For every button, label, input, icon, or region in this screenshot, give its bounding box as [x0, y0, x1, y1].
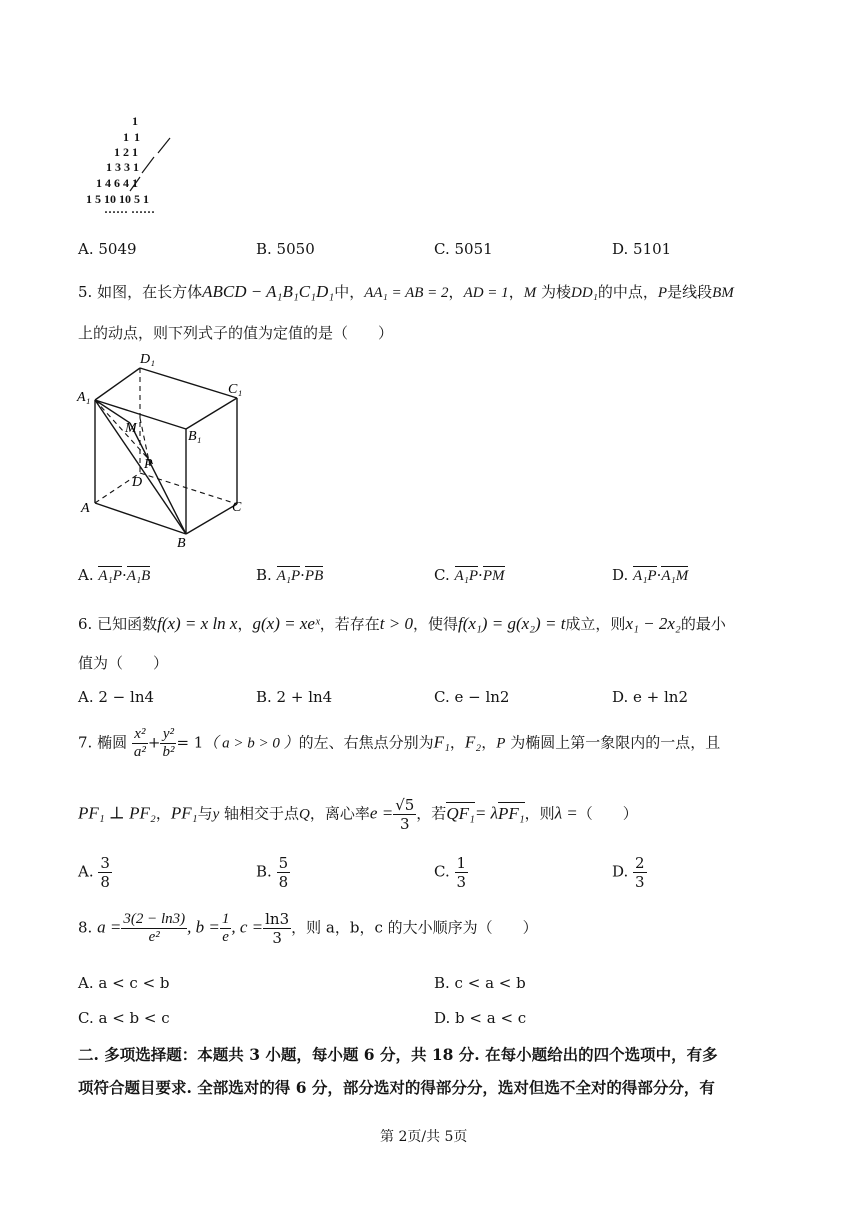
q6-stem-line1: 6. 已知函数f(x) = x ln x，g(x) = xeˣ，若存在t > 0，使得f(x₁) = g(x₂) = t成立，则x₁ − 2x₂的最小	[78, 614, 726, 633]
q8-option-a: A. a < c < b	[78, 974, 170, 992]
label-a1: A₁	[77, 390, 91, 405]
cuboid-figure	[70, 348, 260, 553]
fraction: $\frac{5}{8}$	[278, 854, 289, 891]
fraction: $\frac{√5}{3}$	[395, 796, 415, 833]
pascal-dots: ······ ······	[104, 205, 156, 219]
q7-option-a: A. $\frac{3}{8}$	[78, 854, 110, 891]
q7-option-b: B. $\frac{5}{8}$	[256, 854, 289, 891]
fraction: $\frac{\text{x²}}{\text{a²}}$	[133, 726, 146, 760]
q6-option-d: D. e + ln2	[612, 688, 689, 706]
q5-option-a: A. A₁P·A₁B	[78, 566, 151, 584]
q6-option-c: C. e − ln2	[434, 688, 510, 706]
section-2-heading-line1: 二. 多项选择题：本题共 3 小题，每小题 6 分，共 18 分. 在每小题给出的四个选项中，有多	[78, 1045, 718, 1064]
q7-option-d: D. $\frac{2}{3}$	[612, 854, 645, 891]
q6-option-a: A. 2 − ln4	[78, 688, 155, 706]
pascal-row: 1 5 10 10 5 1	[86, 192, 149, 206]
q4-option-a: A. 5049	[78, 240, 137, 258]
q6-stem-line2: 值为（ ）	[78, 654, 169, 672]
pascal-row: 1 1	[123, 130, 140, 144]
q8-option-d: D. b < a < c	[434, 1009, 527, 1027]
q5-option-b: B. A₁P·PB	[256, 566, 324, 584]
q4-option-c: C. 5051	[434, 240, 493, 258]
q6-option-b: B. 2 + ln4	[256, 688, 333, 706]
label-d: D	[132, 475, 143, 490]
pascal-diagonal-strokes	[110, 135, 180, 215]
q5-option-c: C. A₁P·PM	[434, 566, 505, 584]
label-p: P	[144, 457, 153, 472]
q5-stem-line2: 上的动点，则下列式子的值为定值的是（ ）	[78, 324, 394, 342]
page-footer: 第 2页/共 5页	[380, 1129, 468, 1145]
label-m: M	[125, 421, 137, 436]
fraction: $\frac{\ln 3}{3}$	[265, 910, 290, 947]
q7-option-c: C. $\frac{1}{3}$	[434, 854, 467, 891]
pascal-row: 1 2 1	[114, 145, 138, 159]
label-c: C	[232, 500, 242, 515]
label-d1: D₁	[140, 352, 155, 367]
pascal-row: 1	[132, 114, 138, 128]
pascal-row: 1 4 6 4 1	[96, 176, 138, 190]
fraction: $\frac{3(2 - \ln 3)}{\text{e²}}$	[123, 911, 186, 945]
label-b1: B₁	[188, 429, 202, 444]
q5-stem-line1: 5. 如图，在长方体ABCD − A₁B₁C₁D₁中，AA₁ = AB = 2，AD = 1，M 为棱DD₁的中点，P是线段BM	[78, 282, 734, 301]
label-b: B	[177, 536, 186, 551]
label-c1: C₁	[228, 382, 243, 397]
q4-option-b: B. 5050	[256, 240, 315, 258]
fraction: $\frac{1}{3}$	[456, 854, 467, 891]
q5-option-d: D. A₁P·A₁M	[612, 566, 689, 584]
q8-option-b: B. c < a < b	[434, 974, 526, 992]
q4-option-d: D. 5101	[612, 240, 672, 258]
fraction: $\frac{1}{e}$	[221, 911, 230, 945]
q7-stem-line2: PF₁ ⊥ PF₂，PF₁与y 轴相交于点Q，离心率e = $\frac{√5}{3}$ ，若QF₁= λPF₁，则λ =（ ）	[78, 796, 638, 833]
fraction: $\frac{\text{y²}}{\text{b²}}$	[162, 726, 175, 760]
q7-stem-line1: 7. 椭圆 $\frac{\text{x²}}{\text{a²}}$ + $\frac{\text{y²}}{\text{b²}}$ = 1（ a > b > 0 ）的左、右焦点分别为F₁，F₂，P 为椭圆上第一象限内的一点，且	[78, 726, 721, 760]
fraction: $\frac{3}{8}$	[100, 854, 110, 891]
label-a: A	[81, 501, 90, 516]
q8-option-c: C. a < b < c	[78, 1009, 170, 1027]
section-2-heading-line2: 项符合题目要求. 全部选对的得 6 分，部分选对的得部分分，选对但选不全对的得部分分，有	[78, 1078, 715, 1097]
q8-stem: 8. a = $\frac{3(2 - \ln 3)}{\text{e²}}$ , b = $\frac{1}{e}$ , c = $\frac{\ln 3}{3}$ ，则 a，b，c 的大小顺序为（ ）	[78, 910, 538, 947]
fraction: $\frac{2}{3}$	[635, 854, 645, 891]
pascal-row: 1 3 3 1	[106, 160, 139, 174]
